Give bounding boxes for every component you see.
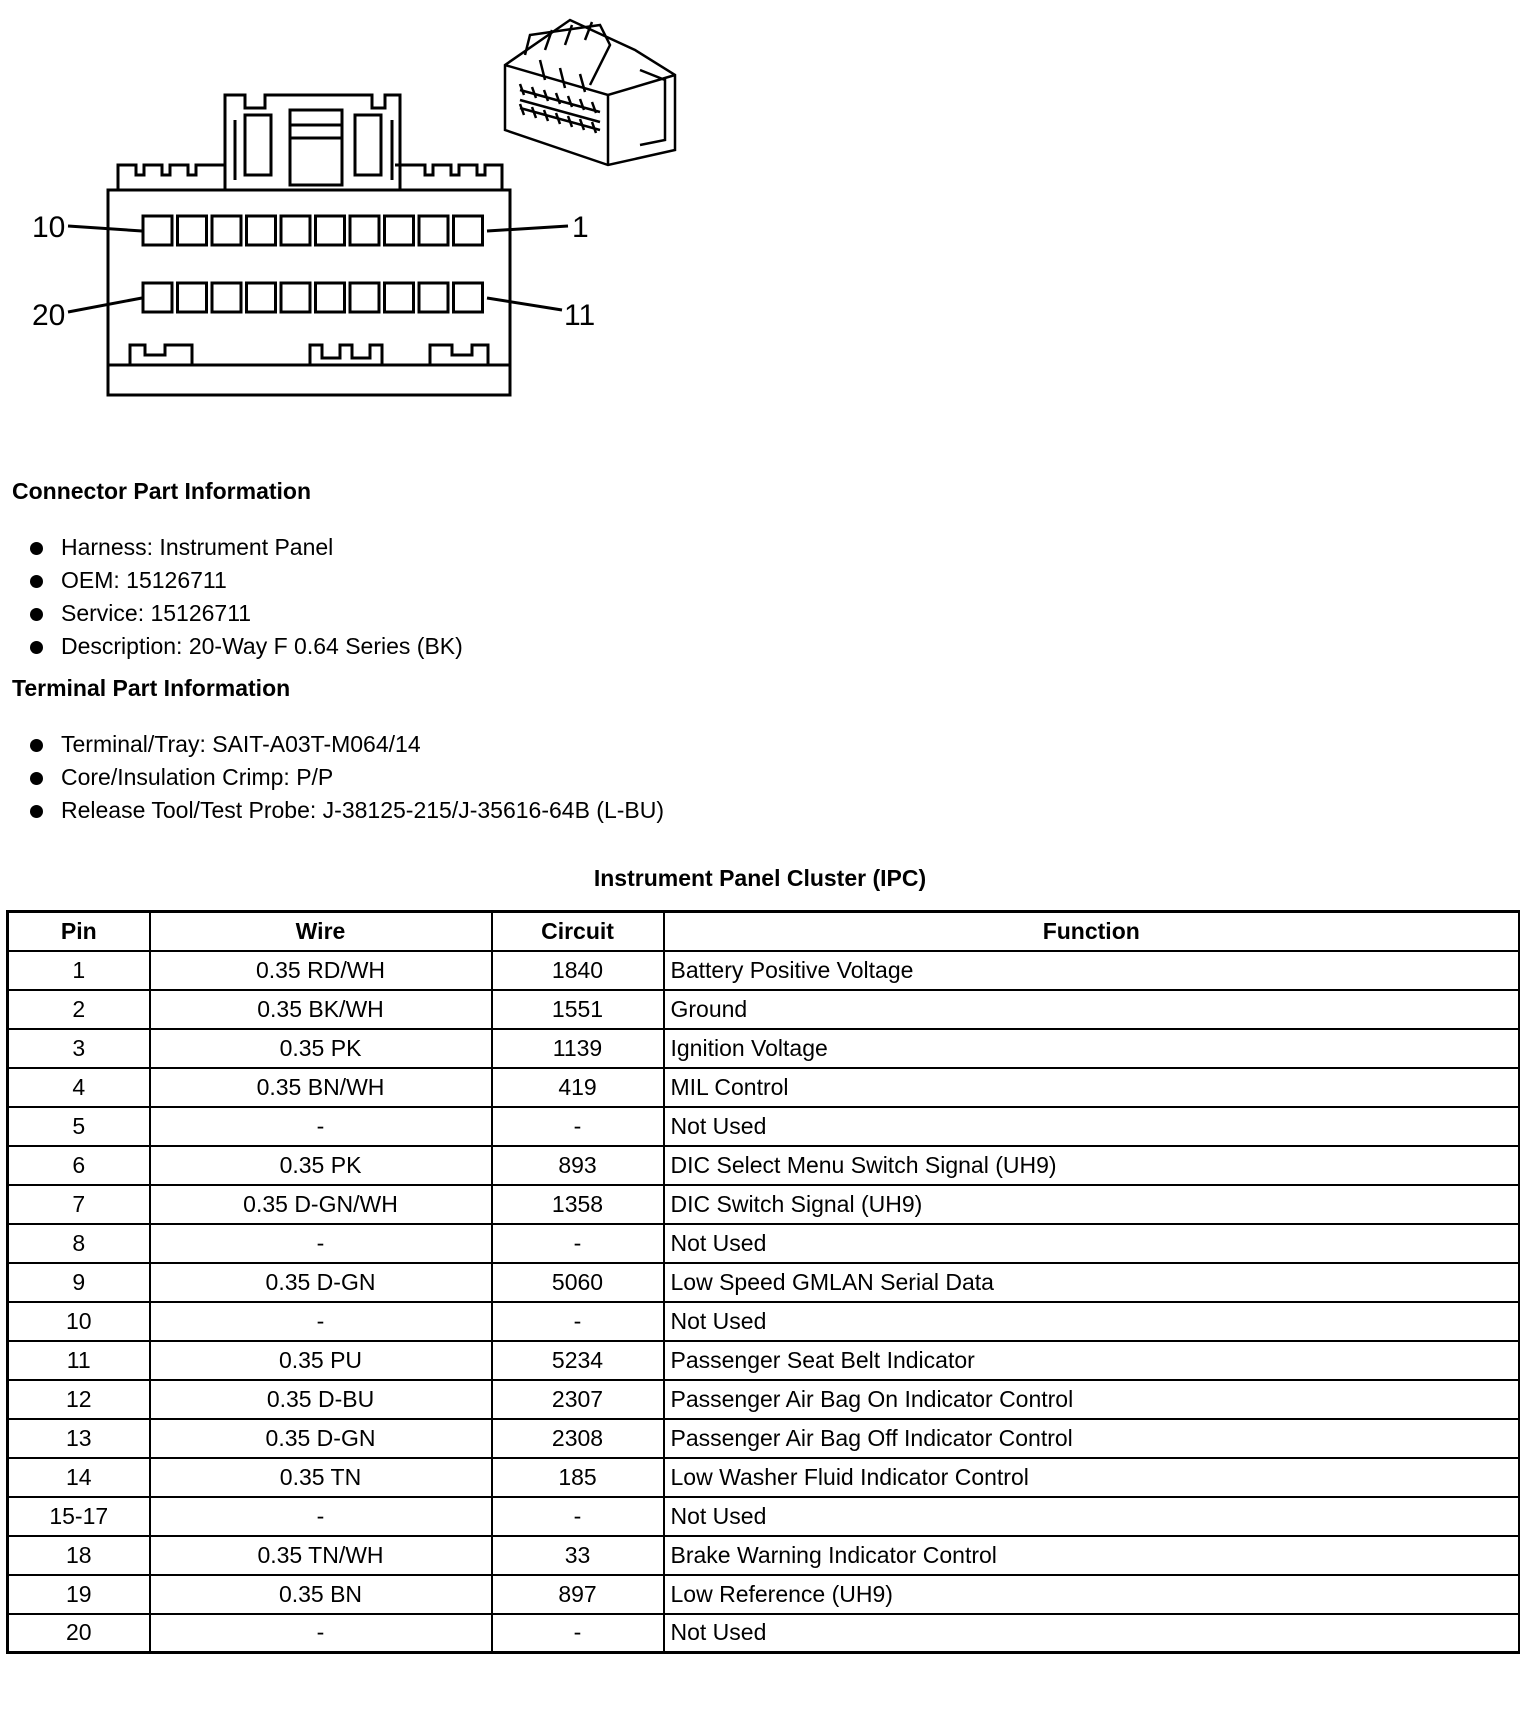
cell-pin: 18 bbox=[8, 1536, 150, 1575]
cell-circuit: 33 bbox=[492, 1536, 664, 1575]
table-row bbox=[8, 1302, 1520, 1341]
cell-wire: 0.35 D-GN bbox=[150, 1419, 492, 1458]
table-row bbox=[8, 1185, 1520, 1224]
bullet-icon bbox=[30, 641, 43, 654]
table-row bbox=[8, 1380, 1520, 1419]
table-row bbox=[8, 1419, 1520, 1458]
cell-pin: 20 bbox=[8, 1614, 150, 1653]
bullet-icon bbox=[30, 772, 43, 785]
cell-wire: 0.35 D-GN bbox=[150, 1263, 492, 1302]
bullet-icon bbox=[30, 575, 43, 588]
table-row bbox=[8, 1029, 1520, 1068]
cell-circuit: 893 bbox=[492, 1146, 664, 1185]
cell-function: Brake Warning Indicator Control bbox=[664, 1536, 1520, 1575]
pin-cavity-4 bbox=[350, 216, 379, 245]
pin-cavity-5 bbox=[316, 216, 345, 245]
pin-cavity-6 bbox=[281, 216, 310, 245]
table-row bbox=[8, 1107, 1520, 1146]
cell-function: Passenger Seat Belt Indicator bbox=[664, 1341, 1520, 1380]
pin-cavity-11 bbox=[454, 283, 483, 312]
cell-wire: 0.35 PK bbox=[150, 1029, 492, 1068]
pin-cavity-17 bbox=[247, 283, 276, 312]
cell-wire: 0.35 PK bbox=[150, 1146, 492, 1185]
list-item: Release Tool/Test Probe: J-38125-215/J-35616-64B (L-BU) bbox=[28, 794, 664, 827]
cell-wire: - bbox=[150, 1497, 492, 1536]
list-item: Core/Insulation Crimp: P/P bbox=[28, 761, 664, 794]
pin-cavity-2 bbox=[419, 216, 448, 245]
header-pin: Pin bbox=[8, 912, 150, 951]
pin-cavity-10 bbox=[143, 216, 172, 245]
table-title: Instrument Panel Cluster (IPC) bbox=[593, 865, 927, 891]
connector-part-info-heading: Connector Part Information bbox=[12, 478, 312, 504]
table-row bbox=[8, 1224, 1520, 1263]
cell-pin: 9 bbox=[8, 1263, 150, 1302]
cell-function: DIC Select Menu Switch Signal (UH9) bbox=[664, 1146, 1520, 1185]
cell-pin: 11 bbox=[8, 1341, 150, 1380]
pin-label-1: 1 bbox=[572, 211, 589, 244]
cell-circuit: 5234 bbox=[492, 1341, 664, 1380]
table-row bbox=[8, 1575, 1520, 1614]
cell-function: MIL Control bbox=[664, 1068, 1520, 1107]
table-row bbox=[8, 951, 1520, 990]
connector-3d-view bbox=[505, 20, 675, 165]
cell-wire: 0.35 BN bbox=[150, 1575, 492, 1614]
cell-wire: - bbox=[150, 1614, 492, 1653]
list-item: Harness: Instrument Panel bbox=[28, 531, 463, 564]
cell-wire: 0.35 BN/WH bbox=[150, 1068, 492, 1107]
cell-function: Not Used bbox=[664, 1107, 1520, 1146]
cell-circuit: - bbox=[492, 1497, 664, 1536]
header-wire: Wire bbox=[150, 912, 492, 951]
cell-function: Low Washer Fluid Indicator Control bbox=[664, 1458, 1520, 1497]
cell-circuit: - bbox=[492, 1302, 664, 1341]
connector-diagram bbox=[0, 0, 700, 420]
terminal-part-info-heading: Terminal Part Information bbox=[12, 675, 291, 701]
cell-wire: 0.35 D-BU bbox=[150, 1380, 492, 1419]
list-item: Service: 15126711 bbox=[28, 597, 463, 630]
header-function: Function bbox=[664, 912, 1520, 951]
cell-wire: 0.35 D-GN/WH bbox=[150, 1185, 492, 1224]
pin-cavity-13 bbox=[385, 283, 414, 312]
cell-pin: 13 bbox=[8, 1419, 150, 1458]
cell-circuit: - bbox=[492, 1107, 664, 1146]
pin-cavity-7 bbox=[247, 216, 276, 245]
cell-pin: 1 bbox=[8, 951, 150, 990]
cell-pin: 2 bbox=[8, 990, 150, 1029]
cell-pin: 19 bbox=[8, 1575, 150, 1614]
cell-wire: 0.35 TN bbox=[150, 1458, 492, 1497]
pin-cavity-1 bbox=[454, 216, 483, 245]
bullet-icon bbox=[30, 542, 43, 555]
cell-circuit: 1551 bbox=[492, 990, 664, 1029]
header-circuit: Circuit bbox=[492, 912, 664, 951]
cell-function: Not Used bbox=[664, 1302, 1520, 1341]
bullet-icon bbox=[30, 805, 43, 818]
list-item: OEM: 15126711 bbox=[28, 564, 463, 597]
cell-circuit: 2307 bbox=[492, 1380, 664, 1419]
terminal-part-info-list bbox=[28, 728, 664, 827]
pin-label-10: 10 bbox=[32, 211, 66, 244]
cell-function: Low Speed GMLAN Serial Data bbox=[664, 1263, 1520, 1302]
cell-circuit: 5060 bbox=[492, 1263, 664, 1302]
cell-pin: 7 bbox=[8, 1185, 150, 1224]
cell-function: Not Used bbox=[664, 1614, 1520, 1653]
cell-circuit: - bbox=[492, 1614, 664, 1653]
cell-pin: 6 bbox=[8, 1146, 150, 1185]
pin-cavity-9 bbox=[178, 216, 207, 245]
pin-cavity-15 bbox=[316, 283, 345, 312]
cell-function: Ignition Voltage bbox=[664, 1029, 1520, 1068]
cell-circuit: 1139 bbox=[492, 1029, 664, 1068]
cell-circuit: - bbox=[492, 1224, 664, 1263]
cell-pin: 10 bbox=[8, 1302, 150, 1341]
pin-cavity-19 bbox=[178, 283, 207, 312]
list-item: Terminal/Tray: SAIT-A03T-M064/14 bbox=[28, 728, 664, 761]
list-item: Description: 20-Way F 0.64 Series (BK) bbox=[28, 630, 463, 663]
cell-wire: 0.35 TN/WH bbox=[150, 1536, 492, 1575]
pin-label-11: 11 bbox=[564, 299, 596, 332]
table-row bbox=[8, 1341, 1520, 1380]
pin-label-20: 20 bbox=[32, 299, 66, 332]
bullet-icon bbox=[30, 739, 43, 752]
cell-function: Passenger Air Bag On Indicator Control bbox=[664, 1380, 1520, 1419]
table-row bbox=[8, 1458, 1520, 1497]
cell-wire: - bbox=[150, 1107, 492, 1146]
cell-function: Ground bbox=[664, 990, 1520, 1029]
cell-wire: 0.35 BK/WH bbox=[150, 990, 492, 1029]
cell-function: DIC Switch Signal (UH9) bbox=[664, 1185, 1520, 1224]
cell-pin: 12 bbox=[8, 1380, 150, 1419]
cell-wire: - bbox=[150, 1224, 492, 1263]
pinout-table bbox=[6, 910, 1520, 1654]
cell-wire: 0.35 RD/WH bbox=[150, 951, 492, 990]
table-row bbox=[8, 1068, 1520, 1107]
cell-circuit: 2308 bbox=[492, 1419, 664, 1458]
table-row bbox=[8, 990, 1520, 1029]
table-header-row bbox=[8, 912, 1520, 951]
table-row bbox=[8, 1614, 1520, 1653]
pin-cavity-16 bbox=[281, 283, 310, 312]
pin-cavity-3 bbox=[385, 216, 414, 245]
table-row bbox=[8, 1146, 1520, 1185]
cell-function: Not Used bbox=[664, 1224, 1520, 1263]
cell-circuit: 1358 bbox=[492, 1185, 664, 1224]
cell-circuit: 419 bbox=[492, 1068, 664, 1107]
cell-circuit: 185 bbox=[492, 1458, 664, 1497]
cell-circuit: 897 bbox=[492, 1575, 664, 1614]
cell-function: Passenger Air Bag Off Indicator Control bbox=[664, 1419, 1520, 1458]
connector-part-info-list bbox=[28, 531, 463, 663]
cell-pin: 14 bbox=[8, 1458, 150, 1497]
table-row bbox=[8, 1497, 1520, 1536]
cell-pin: 4 bbox=[8, 1068, 150, 1107]
cell-wire: 0.35 PU bbox=[150, 1341, 492, 1380]
cell-function: Not Used bbox=[664, 1497, 1520, 1536]
cell-function: Battery Positive Voltage bbox=[664, 951, 1520, 990]
bullet-icon bbox=[30, 608, 43, 621]
cell-circuit: 1840 bbox=[492, 951, 664, 990]
cell-pin: 5 bbox=[8, 1107, 150, 1146]
pin-cavity-12 bbox=[419, 283, 448, 312]
cell-pin: 8 bbox=[8, 1224, 150, 1263]
cell-function: Low Reference (UH9) bbox=[664, 1575, 1520, 1614]
cell-pin: 15-17 bbox=[8, 1497, 150, 1536]
table-row bbox=[8, 1536, 1520, 1575]
pin-cavity-14 bbox=[350, 283, 379, 312]
pin-cavity-18 bbox=[212, 283, 241, 312]
table-row bbox=[8, 1263, 1520, 1302]
cell-wire: - bbox=[150, 1302, 492, 1341]
cell-pin: 3 bbox=[8, 1029, 150, 1068]
pin-cavity-20 bbox=[143, 283, 172, 312]
pin-cavity-8 bbox=[212, 216, 241, 245]
